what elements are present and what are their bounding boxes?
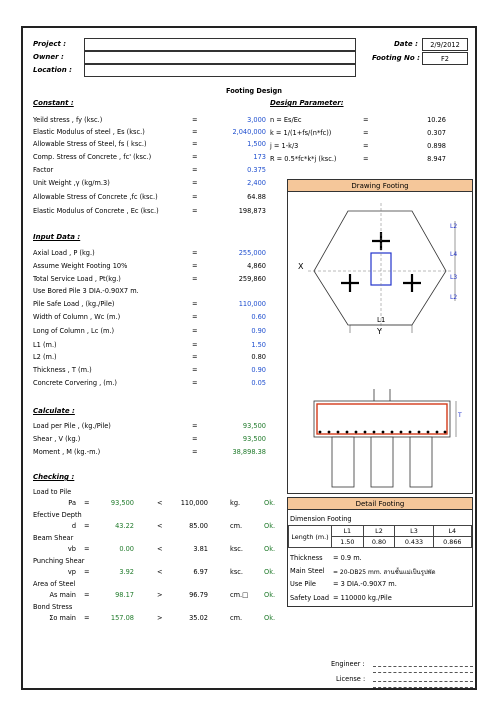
check-value: 43.22 xyxy=(115,522,134,530)
design-row-label: n = Es/Ec xyxy=(270,116,302,124)
owner-field[interactable] xyxy=(84,51,356,64)
calc-row-label: Shear , V (kg.) xyxy=(33,435,81,443)
input-row-eq: = xyxy=(192,327,198,335)
design-row-eq: = xyxy=(363,142,369,150)
input-row-value: 0.80 xyxy=(251,353,266,361)
check-ok: Ok. xyxy=(264,499,276,507)
engineer-line-2 xyxy=(373,666,473,673)
use-pile-label: Use Pile xyxy=(290,580,316,588)
check-symbol: vb xyxy=(67,545,76,553)
input-row-eq: = xyxy=(192,366,198,374)
constant-heading: Constant : xyxy=(33,99,74,107)
input-row-label: L2 (m.) xyxy=(33,353,57,361)
footing-no-label: Footing No : xyxy=(372,54,420,62)
check-ok: Ok. xyxy=(264,545,276,553)
constant-row-eq: = xyxy=(192,166,198,174)
constant-row-value: 1,500 xyxy=(247,140,266,148)
design-row-eq: = xyxy=(363,116,369,124)
check-eq: = xyxy=(84,614,90,622)
input-row-value: 259,860 xyxy=(238,275,266,283)
l2-bottom-label: L2 xyxy=(450,294,458,301)
calc-row-value: 93,500 xyxy=(242,435,266,443)
design-row-value: 10.26 xyxy=(427,116,446,124)
calc-row-value: 93,500 xyxy=(242,422,266,430)
project-field[interactable] xyxy=(84,38,356,51)
check-value: 157.08 xyxy=(110,614,134,622)
check-unit: ksc. xyxy=(230,545,243,553)
check-unit: cm. xyxy=(230,614,243,622)
constant-row-label: Allowable Stress of Steel, fs ( ksc.) xyxy=(33,140,147,148)
check-limit: 85.00 xyxy=(189,522,208,530)
constant-row-eq: = xyxy=(192,179,198,187)
pile-left xyxy=(332,437,354,487)
project-label: Project : xyxy=(33,40,67,48)
input-row-label: Axial Load , P (kg.) xyxy=(33,249,95,257)
input-row-value: 0.60 xyxy=(251,313,266,321)
constant-row-value: 0.375 xyxy=(247,166,266,174)
check-compare: < xyxy=(157,568,163,576)
dimension-lines xyxy=(350,221,458,333)
check-symbol: Pa xyxy=(68,499,76,507)
check-title: Punching Shear xyxy=(33,557,85,565)
calc-row-eq: = xyxy=(192,448,198,456)
footing-no-field[interactable]: F2 xyxy=(422,52,468,65)
footing-drawing xyxy=(288,193,472,493)
license-line-2 xyxy=(373,681,473,688)
check-symbol: d xyxy=(71,522,76,530)
design-row-label: R = 0.5*fc*k*j (ksc.) xyxy=(270,155,337,163)
val-l4: 0.866 xyxy=(433,537,471,548)
constant-row-eq: = xyxy=(192,116,198,124)
dimension-table xyxy=(288,525,472,548)
main-steel-value: = 20-DB25 mm. สานชั้นแม่เป็นรูปพัด xyxy=(333,569,436,576)
engineer-label: Engineer : xyxy=(331,660,365,668)
val-l2: 0.80 xyxy=(363,537,395,548)
check-limit: 6.97 xyxy=(193,568,208,576)
check-compare: > xyxy=(157,591,163,599)
constant-row-eq: = xyxy=(192,193,198,201)
input-row-label: Use Bored Pile 3 DIA.-0.90X7 m. xyxy=(33,287,139,295)
thickness-label: Thickness xyxy=(290,554,323,562)
length-label: Length (m.) xyxy=(289,526,332,548)
input-row-eq: = xyxy=(192,341,198,349)
input-row-label: L1 (m.) xyxy=(33,341,57,349)
design-row-label: k = 1/(1+fs/(n*fc)) xyxy=(270,129,332,137)
check-compare: > xyxy=(157,614,163,622)
pile-right xyxy=(410,437,432,487)
constant-row-value: 64.88 xyxy=(247,193,266,201)
date-label: Date : xyxy=(394,40,418,48)
check-compare: < xyxy=(157,499,163,507)
constant-row-value: 173 xyxy=(253,153,266,161)
use-pile-value: = 3 DIA.-0.90X7 m. xyxy=(333,580,397,588)
input-row-eq: = xyxy=(192,249,198,257)
page-title: Footing Design xyxy=(226,87,282,95)
input-row-value: 110,000 xyxy=(238,300,266,308)
design-row-value: 8.947 xyxy=(427,155,446,163)
constant-row-label: Factor xyxy=(33,166,54,174)
design-row-eq: = xyxy=(363,129,369,137)
input-row-eq: = xyxy=(192,353,198,361)
check-eq: = xyxy=(84,591,90,599)
check-unit: cm. xyxy=(230,522,243,530)
check-symbol: As main xyxy=(49,591,76,599)
design-row-value: 0.898 xyxy=(427,142,446,150)
check-value: 93,500 xyxy=(110,499,134,507)
check-eq: = xyxy=(84,545,90,553)
col-l3: L3 xyxy=(395,526,433,537)
check-eq: = xyxy=(84,499,90,507)
calc-row-eq: = xyxy=(192,422,198,430)
check-compare: < xyxy=(157,522,163,530)
l4-label: L4 xyxy=(450,251,458,258)
l1-dim-label: L1 xyxy=(377,316,386,324)
calculate-heading: Calculate : xyxy=(33,407,75,415)
location-field[interactable] xyxy=(84,64,356,77)
date-field[interactable]: 2/9/2012 xyxy=(422,38,468,51)
calc-row-value: 38,898.38 xyxy=(232,448,266,456)
check-value: 98.17 xyxy=(115,591,134,599)
constant-row-label: Elastic Modulus of steel , Es (ksc.) xyxy=(33,128,145,136)
input-row-eq: = xyxy=(192,379,198,387)
constant-row-eq: = xyxy=(192,153,198,161)
check-limit: 35.02 xyxy=(189,614,208,622)
check-compare: < xyxy=(157,545,163,553)
constant-row-label: Yeild stress , fy (ksc.) xyxy=(33,116,103,124)
input-row-label: Width of Column , Wc (m.) xyxy=(33,313,121,321)
check-unit: kg. xyxy=(230,499,241,507)
input-row-label: Long of Column , Lc (m.) xyxy=(33,327,115,335)
check-title: Beam Shear xyxy=(33,534,74,542)
license-label: License : xyxy=(336,675,366,683)
input-row-eq: = xyxy=(192,275,198,283)
check-symbol: vp xyxy=(67,568,76,576)
constant-row-eq: = xyxy=(192,128,198,136)
input-row-label: Assume Weight Footing 10% xyxy=(33,262,128,270)
constant-row-label: Allowable Stress of Concrete ,fc (ksc.) xyxy=(33,193,158,201)
constant-row-label: Comp. Stress of Concrete , fc' (ksc.) xyxy=(33,153,152,161)
check-symbol: Σo main xyxy=(49,614,76,622)
check-unit: ksc. xyxy=(230,568,243,576)
constant-row-label: Unit Weight ,γ (kg/m.3) xyxy=(33,179,110,187)
input-row-value: 0.90 xyxy=(251,327,266,335)
input-row-value: 255,000 xyxy=(238,249,266,257)
input-row-eq: = xyxy=(192,262,198,270)
input-row-value: 4,860 xyxy=(247,262,266,270)
constant-row-value: 2,040,000 xyxy=(232,128,266,136)
safety-load-label: Safety Load xyxy=(290,594,330,602)
check-limit: 3.81 xyxy=(193,545,208,553)
t-label: T xyxy=(458,412,462,419)
footing-outline xyxy=(314,211,446,325)
constant-row-value: 198,873 xyxy=(238,207,266,215)
val-l3: 0.433 xyxy=(395,537,433,548)
input-row-value: 0.05 xyxy=(251,379,266,387)
checking-heading: Checking : xyxy=(33,473,75,481)
input-row-value: 1.50 xyxy=(251,341,266,349)
owner-label: Owner : xyxy=(33,53,64,61)
footing-section xyxy=(314,389,462,487)
check-value: 3.92 xyxy=(119,568,134,576)
y-label: Y xyxy=(377,327,382,336)
check-ok: Ok. xyxy=(264,614,276,622)
input-row-eq: = xyxy=(192,313,198,321)
constant-row-eq: = xyxy=(192,207,198,215)
check-limit: 96.79 xyxy=(189,591,208,599)
detail-title: Detail Footing xyxy=(287,497,473,510)
check-title: Efective Depth xyxy=(33,511,82,519)
check-eq: = xyxy=(84,568,90,576)
val-l1: 1.50 xyxy=(332,537,364,548)
location-label: Location : xyxy=(33,66,72,74)
input-row-label: Thickness , T (m.) xyxy=(33,366,92,374)
check-unit: cm.□ xyxy=(230,591,249,599)
constant-row-label: Elastic Modulus of Concrete , Ec (ksc.) xyxy=(33,207,159,215)
col-l2: L2 xyxy=(363,526,395,537)
check-value: 0.00 xyxy=(119,545,134,553)
input-heading: Input Data : xyxy=(33,233,81,241)
footing-plan xyxy=(314,211,446,325)
check-ok: Ok. xyxy=(264,591,276,599)
input-row-label: Pile Safe Load , (kg./Pile) xyxy=(33,300,115,308)
check-eq: = xyxy=(84,522,90,530)
constant-row-value: 3,000 xyxy=(247,116,266,124)
dimension-footing-label: Dimension Footing xyxy=(290,515,352,523)
constant-row-eq: = xyxy=(192,140,198,148)
constant-row-value: 2,400 xyxy=(247,179,266,187)
calc-row-label: Moment , M (kg.-m.) xyxy=(33,448,101,456)
design-parameter-heading: Design Parameter: xyxy=(270,99,344,107)
check-title: Load to Pile xyxy=(33,488,72,496)
rebar-dots xyxy=(319,431,447,434)
input-row-label: Total Service Load , Pt(kg.) xyxy=(33,275,121,283)
design-row-eq: = xyxy=(363,155,369,163)
input-row-value: 0.90 xyxy=(251,366,266,374)
check-title: Area of Steel xyxy=(33,580,76,588)
check-ok: Ok. xyxy=(264,522,276,530)
detail-panel xyxy=(287,497,473,607)
col-l4: L4 xyxy=(433,526,471,537)
calc-row-eq: = xyxy=(192,435,198,443)
main-steel-label: Main Steel xyxy=(290,567,325,575)
input-row-label: Concrete Corvering , (m.) xyxy=(33,379,117,387)
input-row-eq: = xyxy=(192,300,198,308)
check-limit: 110,000 xyxy=(180,499,208,507)
l3-label: L3 xyxy=(450,274,458,281)
calc-row-label: Load per Pile , (kg./Pile) xyxy=(33,422,111,430)
pile-center xyxy=(371,437,393,487)
col-l1: L1 xyxy=(332,526,364,537)
x-label: X xyxy=(298,262,304,271)
design-row-value: 0.307 xyxy=(427,129,446,137)
drawing-title: Drawing Footing xyxy=(287,179,473,192)
safety-load-value: = 110000 kg./Pile xyxy=(333,594,392,602)
check-ok: Ok. xyxy=(264,568,276,576)
design-row-label: j = 1-k/3 xyxy=(270,142,299,150)
thickness-value: = 0.9 m. xyxy=(333,554,362,562)
l2-top-label: L2 xyxy=(450,223,458,230)
check-title: Bond Stress xyxy=(33,603,73,611)
